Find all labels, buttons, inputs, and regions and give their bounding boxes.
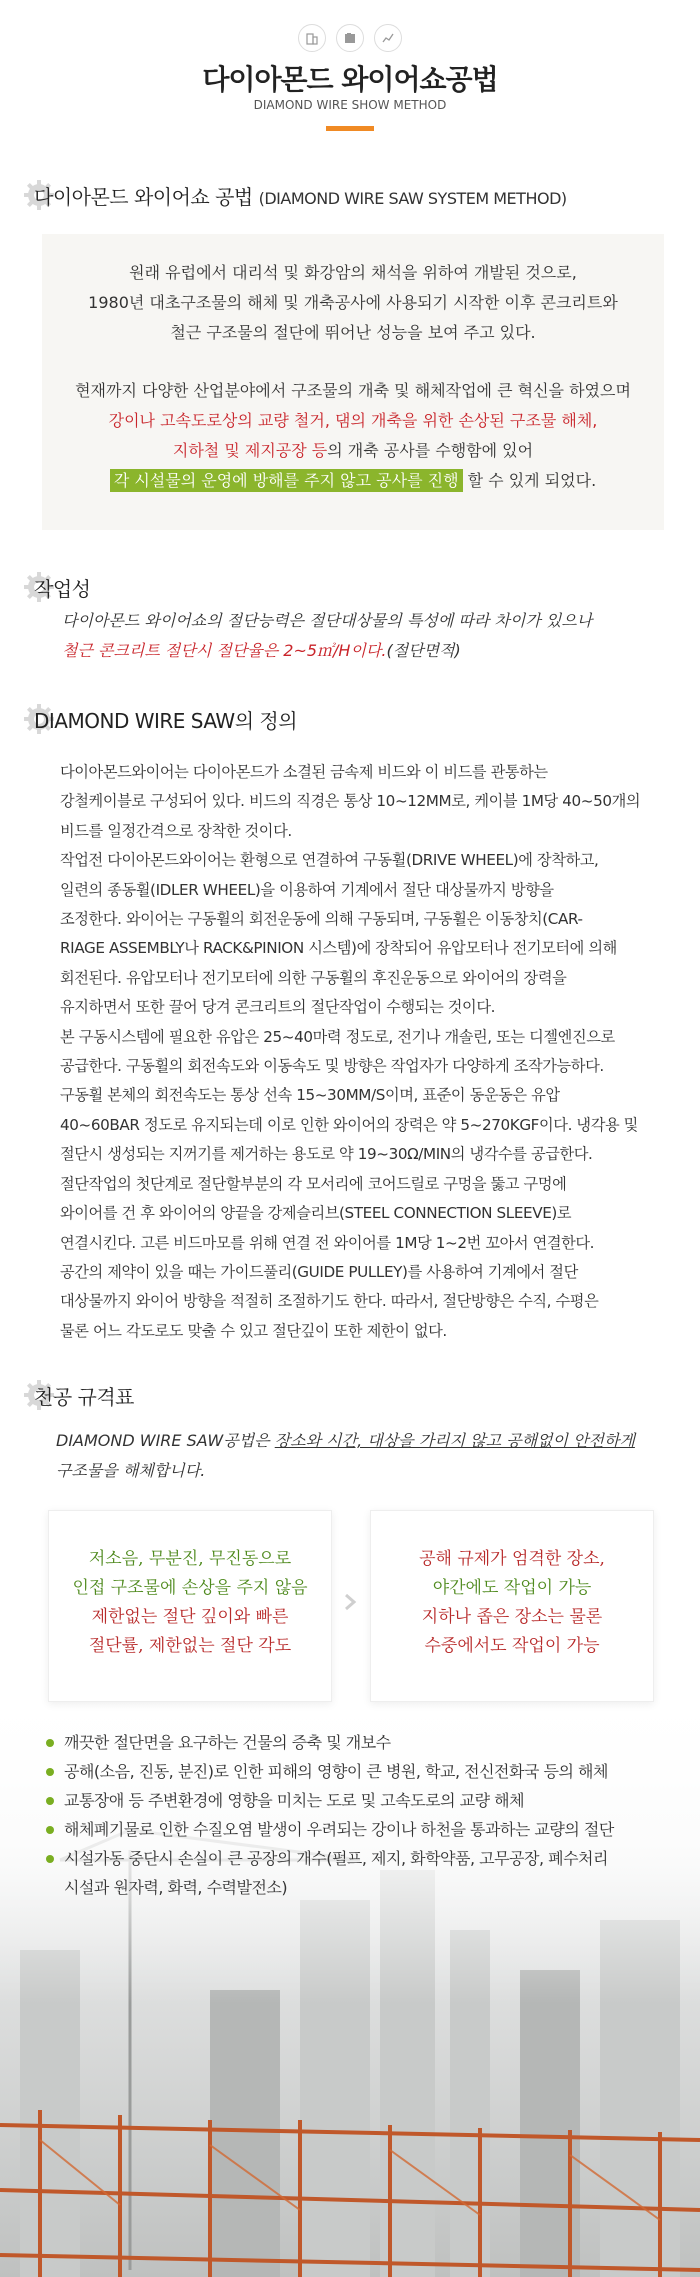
definition-line: RIAGE ASSEMBLY나 RACK&PINION 시스템)에 장착되어 유압모터나 전기모터에 의해 [60, 939, 617, 958]
application-list [44, 1728, 684, 1902]
definition-line: 절단작업의 첫단계로 절단할부분의 각 모서리에 코어드릴로 구멍을 뚫고 구멍에 [60, 1174, 567, 1193]
bullet-dot-icon [46, 1768, 54, 1776]
definition-line: 다이아몬드와이어는 다이아몬드가 소결된 금속제 비드와 이 비드를 관통하는 [60, 763, 548, 781]
section-heading-definition [22, 702, 297, 736]
workability-text: 다이아몬드 와이어쇼의 절단능력은 절단대상물의 특성에 따라 차이가 있으나 철근 콘크리트 절단시 절단율은 2~5㎡/H이다.(절단면적) [62, 611, 593, 660]
definition-line: 강철케이블로 구성되어 있다. 비드의 직경은 통상 10~12MM로, 케이블 1M당 40~50개의 [60, 792, 641, 811]
bullet-dot-icon [46, 1739, 54, 1747]
highlight-text: 각 시설물의 운영에 방해를 주지 않고 공사를 진행 [110, 469, 463, 492]
definition-line: 절단시 생성되는 지꺼기를 제거하는 용도로 약 19~30Ω/MIN의 냉각수를 공급한다. [60, 1145, 593, 1164]
feature-card-2: 공해 규제가 엄격한 장소, 야간에도 작업이 가능 지하나 좁은 장소는 물론 수중에서도 작업이 가능 [370, 1510, 654, 1702]
definition-line: 조정한다. 와이어는 구동휠의 회전운동에 의해 구동되며, 구동휠은 이동창치(CAR- [60, 910, 583, 929]
list-item: 해체폐기물로 인한 수질오염 발생이 우려되는 강이나 하천을 통과하는 교량의 절단 [44, 1815, 684, 1844]
list-item: 시설가동 중단시 손실이 큰 공장의 개수(펄프, 제지, 화학약품, 고무공장, 폐수처리 시설과 원자력, 화력, 수력발전소) [44, 1844, 684, 1902]
definition-line: 본 구동시스템에 필요한 유압은 25~40마력 정도로, 전기나 개솔린, 또는 디젤엔진으로 [60, 1027, 615, 1046]
list-item: 공해(소음, 진동, 분진)로 인한 피해의 영향이 큰 병원, 학교, 전신전화국 등의 해체 [44, 1757, 684, 1786]
definition-line: 일련의 종동휠(IDLER WHEEL)을 이용하여 기계에서 절단 대상물까지 방향을 [60, 880, 554, 899]
definition-line: 공급한다. 구동휠의 회전속도와 이동속도 및 방향은 작업자가 다양하게 조작가능하다. [60, 1057, 604, 1076]
folder-icon [336, 24, 364, 52]
definition-line: 연결시킨다. 고른 비드마모를 위해 연결 전 와이어를 1M당 1~2번 꼬아서 연결한다. [60, 1233, 595, 1252]
bullet-dot-icon [46, 1855, 54, 1863]
section-heading-workability [22, 570, 90, 604]
list-item: 깨끗한 절단면을 요구하는 건물의 증축 및 개보수 [44, 1728, 684, 1757]
chevron-right-icon [340, 1592, 360, 1612]
section-title: 다이아몬드 와이어쇼 공법 (DIAMOND WIRE SAW SYSTEM METHOD) [34, 184, 567, 209]
list-item: 교통장애 등 주변환경에 영향을 미치는 도로 및 고속도로의 교량 해체 [44, 1786, 684, 1815]
bullet-dot-icon [46, 1826, 54, 1834]
section-heading-spec [22, 1378, 134, 1412]
spec-intro-text: DIAMOND WIRE SAW공법은 장소와 시간, 대상을 가리지 않고 공해없이 안전하게 구조물을 해체합니다. [56, 1431, 635, 1480]
definition-line: 대상물까지 와이어 방향을 적절히 조절하기도 한다. 따라서, 절단방향은 수직, 수평은 [60, 1292, 599, 1311]
page-subtitle: DIAMOND WIRE SHOW METHOD [253, 98, 447, 112]
intro-paragraph-1: 원래 유럽에서 대리석 및 화강암의 채석을 위하여 개발된 것으로, 1980년 대초구조물의 해체 및 개축공사에 사용되기 시작한 이후 콘크리트와 철근 구조물의 절단에 뛰어난 성능을 보여 주고 있다. [88, 263, 618, 342]
section-heading-method [22, 178, 567, 212]
bullet-dot-icon [46, 1797, 54, 1805]
definition-line: 회전된다. 유압모터나 전기모터에 의한 구동휠의 후진운동으로 와이어의 장력을 [60, 968, 567, 987]
page-title: 다이아몬드 와이어쇼공법 [202, 63, 498, 96]
section-title: DIAMOND WIRE SAW의 정의 [34, 708, 298, 733]
section-title: 작업성 [34, 576, 91, 601]
header-icons [0, 24, 700, 52]
definition-line: 물론 어느 각도로도 맞출 수 있고 절단깊이 또한 제한이 없다. [60, 1321, 447, 1340]
definition-line: 와이어를 건 후 와이어의 양끝을 강제슬리브(STEEL CONNECTION SLEEVE)로 [60, 1204, 572, 1223]
definition-text [60, 758, 680, 1346]
definition-line: 공간의 제약이 있을 때는 가이드풀리(GUIDE PULLEY)를 사용하여 기계에서 절단 [60, 1262, 578, 1281]
definition-line: 작업전 다이아몬드와이어는 환형으로 연결하여 구동휠(DRIVE WHEEL)에 장착하고, [60, 851, 599, 870]
chart-icon [374, 24, 402, 52]
intro-paragraph-2: 현재까지 다양한 산업분야에서 구조물의 개축 및 해체작업에 큰 혁신을 하였으며 강이나 고속도로상의 교량 철거, 댐의 개축을 위한 손상된 구조물 해체, 지하철 및 제지공장 등의 개축 공사를 수행함에 있어 각 시설물의 운영에 방해를 주지 않고 공사를 진행 할 수 있게 되었다. [75, 381, 631, 490]
definition-line: 비드를 일정간격으로 장착한 것이다. [60, 821, 292, 840]
definition-line: 40~60BAR 정도로 유지되는데 이로 인한 와이어의 장력은 약 5~270KGF이다. 냉각용 및 [60, 1115, 638, 1134]
building-icon [298, 24, 326, 52]
definition-line: 구동휠 본체의 회전속도는 통상 선속 15~30MM/S이며, 표준이 동운동은 유압 [60, 1086, 560, 1105]
section-title: 천공 규격표 [34, 1384, 134, 1409]
intro-box [42, 234, 664, 530]
title-accent-bar [326, 126, 374, 131]
definition-line: 유지하면서 또한 끌어 당겨 콘크리트의 절단작업이 수행되는 것이다. [60, 998, 496, 1017]
feature-card-1: 저소음, 무분진, 무진동으로 인접 구조물에 손상을 주지 않음 제한없는 절단 깊이와 빠른 절단률, 제한없는 절단 각도 [48, 1510, 332, 1702]
